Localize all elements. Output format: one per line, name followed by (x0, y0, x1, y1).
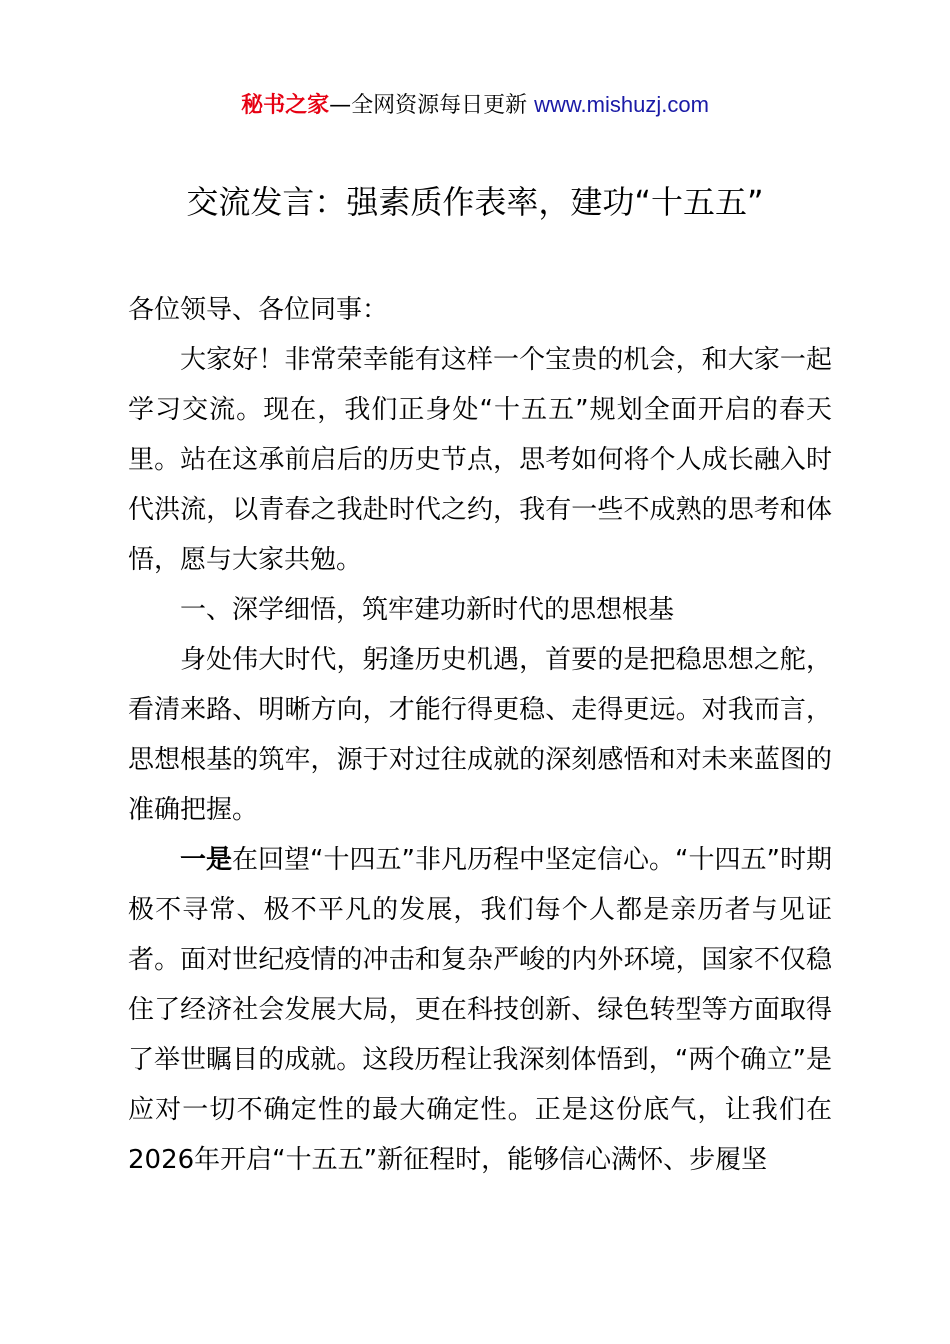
header-tagline: —全网资源每日更新 (329, 93, 535, 118)
site-header (0, 90, 950, 121)
salutation: 各位领导、各位同事： (128, 295, 389, 325)
paragraph-point-1 (128, 835, 832, 1185)
site-url-link[interactable]: www.mishuzj.com (534, 92, 709, 117)
brand-name: 秘书之家 (241, 93, 330, 118)
point-lead: 一是 (180, 845, 233, 875)
document-title: 交流发言：强素质作表率，建功“十五五” (186, 183, 764, 221)
document-body (128, 285, 832, 1185)
paragraph-intro: 大家好！非常荣幸能有这样一个宝贵的机会，和大家一起学习交流。现在，我们正身处“十五五”规划全面开启的春天里。站在这承前启后的历史节点，思考如何将个人成长融入时代洪流，以青春之我赴时代之约，我有一些不成熟的思考和体悟，愿与大家共勉。 (128, 345, 832, 575)
point-text: 在回望“十四五”非凡历程中坚定信心。“十四五”时期极不寻常、极不平凡的发展，我们每个人都是亲历者与见证者。面对世纪疫情的冲击和复杂严峻的内外环境，国家不仅稳住了经济社会发展大局，更在科技创新、绿色转型等方面取得了举世瞩目的成就。这段历程让我深刻体悟到，“两个确立”是应对一切不确定性的最大确定性。正是这份底气，让我们在2026年开启“十五五”新征程时，能够信心满怀、步履坚 (128, 845, 832, 1175)
section-heading-1: 一、深学细悟，筑牢建功新时代的思想根基 (180, 595, 675, 625)
paragraph-section-1: 身处伟大时代，躬逢历史机遇，首要的是把稳思想之舵，看清来路、明晰方向，才能行得更稳、走得更远。对我而言，思想根基的筑牢，源于对过往成就的深刻感悟和对未来蓝图的准确把握。 (128, 645, 832, 825)
